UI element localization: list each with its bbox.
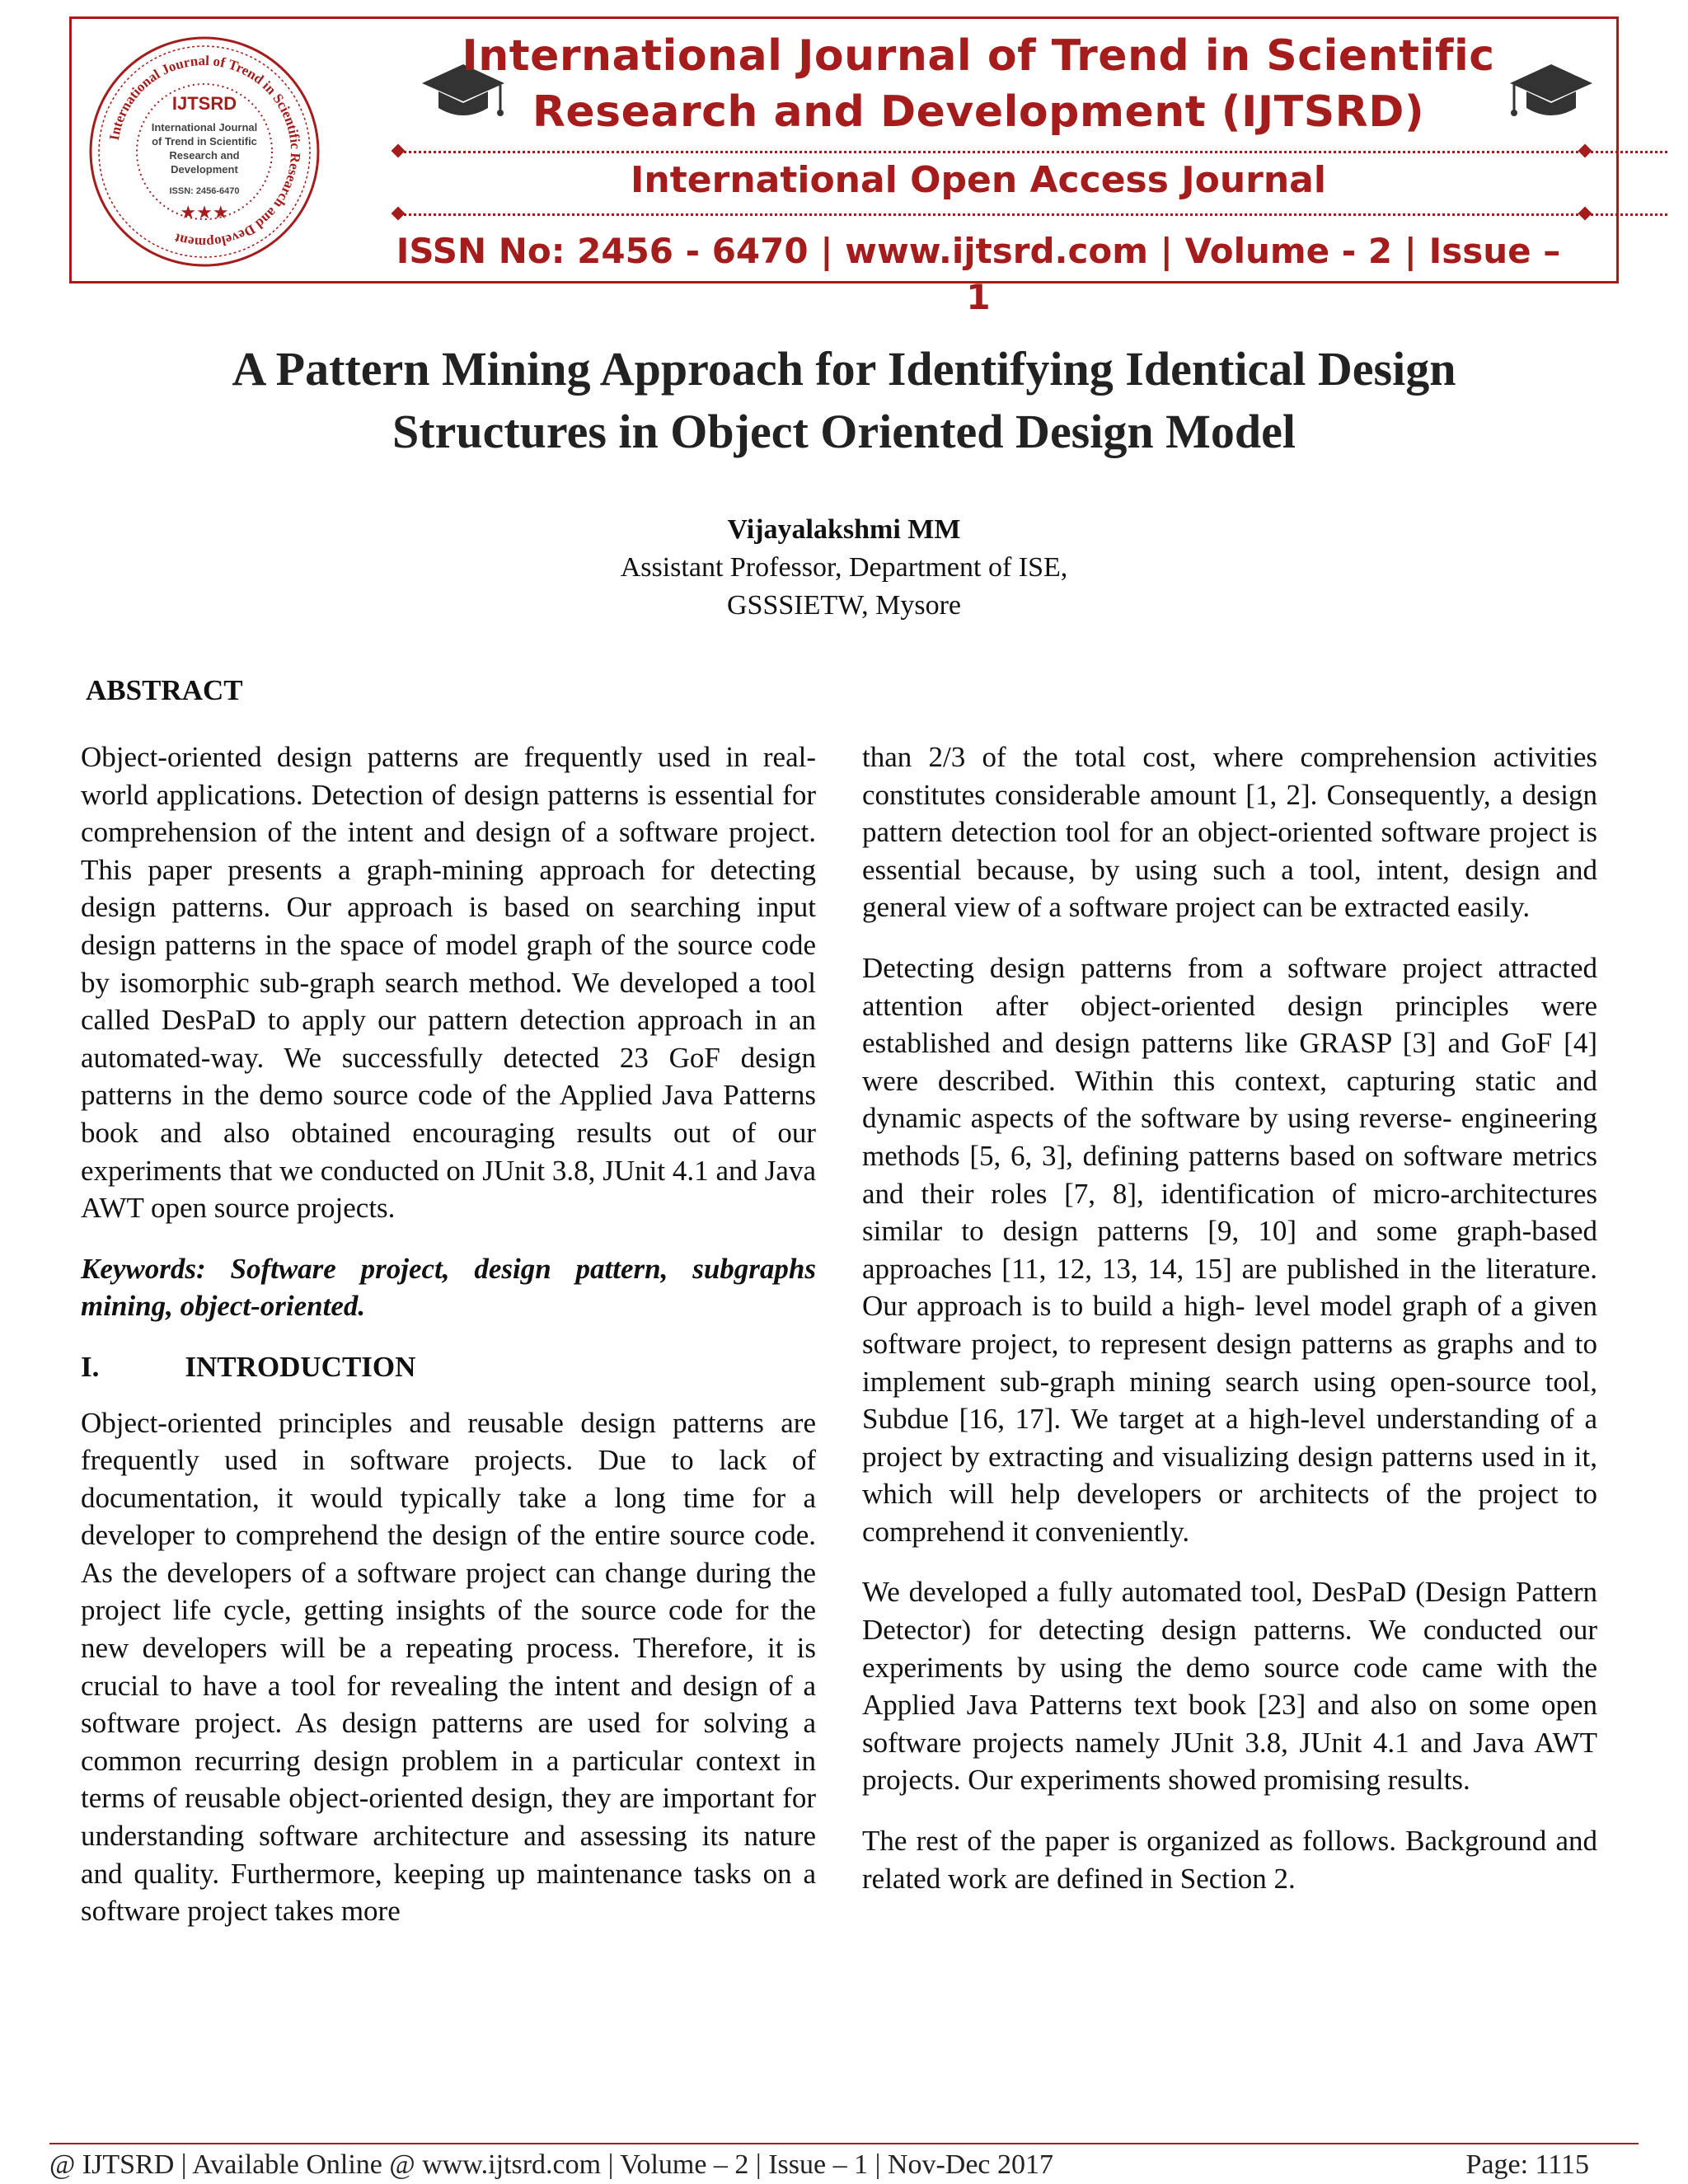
svg-text:of Trend in Scientific: of Trend in Scientific — [152, 135, 257, 148]
journal-subtitle: International Open Access Journal — [631, 159, 1326, 201]
svg-text:Development: Development — [171, 163, 238, 176]
abstract-heading: ABSTRACT — [86, 674, 243, 706]
header-divider — [398, 151, 1667, 153]
svg-text:Research and: Research and — [169, 149, 240, 162]
page-footer — [49, 2148, 1639, 2182]
author-block — [412, 511, 1276, 625]
keywords: Keywords: Software project, design pattern, subgraphs mining, object-oriented. — [81, 1252, 816, 1323]
divider-diamond — [1578, 207, 1592, 221]
intro-number: I. — [81, 1350, 100, 1383]
intro-heading — [81, 1348, 816, 1386]
paper-title: A Pattern Mining Approach for Identifying Identical Design Structures in Object Oriented Design Model — [232, 342, 1456, 458]
journal-name-line1: International Journal of Trend in Scientific — [462, 31, 1495, 81]
abstract-text: Object-oriented design patterns are frequently used in real-world applications. Detection of design patterns is essential for comprehension of the intent and design of a software project. This paper presents a graph-mining approach for detecting design patterns. Our approach is based on searching input design patterns in the space of model graph of the source code by isomorphic sub-graph search method. We developed a tool called DesPaD to apply our pattern detection approach in an automated-way. We successfully detected 23 GoF design patterns in the demo source code of the Applied Java Patterns book and also obtained encouraging results out of our experiments that we conducted on JUnit 3.8, JUnit 4.1 and Java AWT open source projects. — [81, 741, 816, 1225]
intro-paragraph-4: The rest of the paper is organized as follows. Background and related work are defined in Section 2. — [862, 1825, 1597, 1895]
journal-info-line: ISSN No: 2456 - 6470 | www.ijtsrd.com | Volume - 2 | Issue – 1 — [396, 231, 1561, 317]
svg-text:★★★: ★★★ — [180, 202, 229, 223]
footer-info: @ IJTSRD | Available Online @ www.ijtsrd.com | Volume – 2 | Issue – 1 | Nov-Dec 2017 — [49, 2149, 1054, 2180]
journal-logo — [85, 32, 324, 271]
journal-header — [69, 16, 1619, 317]
intro-title: INTRODUCTION — [185, 1350, 416, 1383]
author-affiliation: Assistant Professor, Department of ISE, — [620, 552, 1068, 583]
intro-paragraph-1: Object-oriented principles and reusable design patterns are frequently used in software projects. Due to lack of documentation, it would typically take a long time for a developer to comprehend the design of the entire source code. As the developers of a software project can change during the project life cycle, getting insights of the source code for the new developers will be a repeating process. Therefore, it is crucial to have a tool for revealing the intent and design of a software project. As design patterns are used for solving a common recurring design problem in a particular context in terms of reusable object-oriented design, they are important for understanding software architecture and assessing its nature and quality. Furthermore, keeping up maintenance tasks on a software project takes more — [81, 1406, 816, 1928]
divider-diamond — [392, 144, 406, 158]
right-column — [862, 738, 1597, 1920]
author-institution: GSSSIETW, Mysore — [727, 590, 961, 621]
intro-paragraph-2: Detecting design patterns from a software project attracted attention after object-oriented design principles were established and design patterns like GRASP [3] and GoF [4] were described. Within this context, capturing static and dynamic aspects of the software by using reverse- engineering methods [5, 6, 3], defining patterns based on software metrics and their roles [7, 8], identification of micro-architectures similar to design patterns [9, 10] and some graph-based approaches [11, 12, 13, 14, 15] are published in the literature. Our approach is to build a high- level model graph of a given software project, to represent design patterns as graphs and to implement sub-graph mining search using open-source tool, Subdue [16, 17]. We target at a high-level understanding of a project by extracting and visualizing design patterns used in it, which will help developers or architects of the project to comprehend it conveniently. — [862, 951, 1597, 1548]
page-number: Page: 1115 — [1465, 2149, 1589, 2180]
intro-paragraph-3: We developed a fully automated tool, DesPaD (Design Pattern Detector) for detecting design patterns. We conducted our experiments by using the demo source code came with the Applied Java Patterns text book [23] and also on some open software projects namely JUnit 3.8, JUnit 4.1 and Java AWT projects. Our experiments showed promising results. — [862, 1576, 1597, 1797]
logo-acronym: IJTSRD — [171, 93, 237, 114]
svg-text:International Journal: International Journal — [151, 121, 258, 134]
intro-paragraph-1-continued: than 2/3 of the total cost, where comprehension activities constitutes considerable amount [1, 2]. Consequently, a design pattern detection tool for an object-oriented software project is essential because, by using such a tool, intent, design and general view of a software project can be extracted easily. — [862, 741, 1597, 924]
divider-diamond — [1578, 144, 1592, 158]
author-name: Vijayalakshmi MM — [727, 514, 961, 545]
header-divider — [398, 213, 1667, 216]
divider-diamond — [392, 207, 406, 221]
svg-text:ISSN: 2456-6470: ISSN: 2456-6470 — [169, 186, 240, 196]
left-column — [81, 738, 816, 1953]
journal-name-line2: Research and Development (IJTSRD) — [532, 87, 1425, 137]
svg-text:International Journal of Trend: International Journal of Trend in Scientific Research and Development — [106, 52, 304, 251]
footer-divider — [49, 2143, 1639, 2144]
